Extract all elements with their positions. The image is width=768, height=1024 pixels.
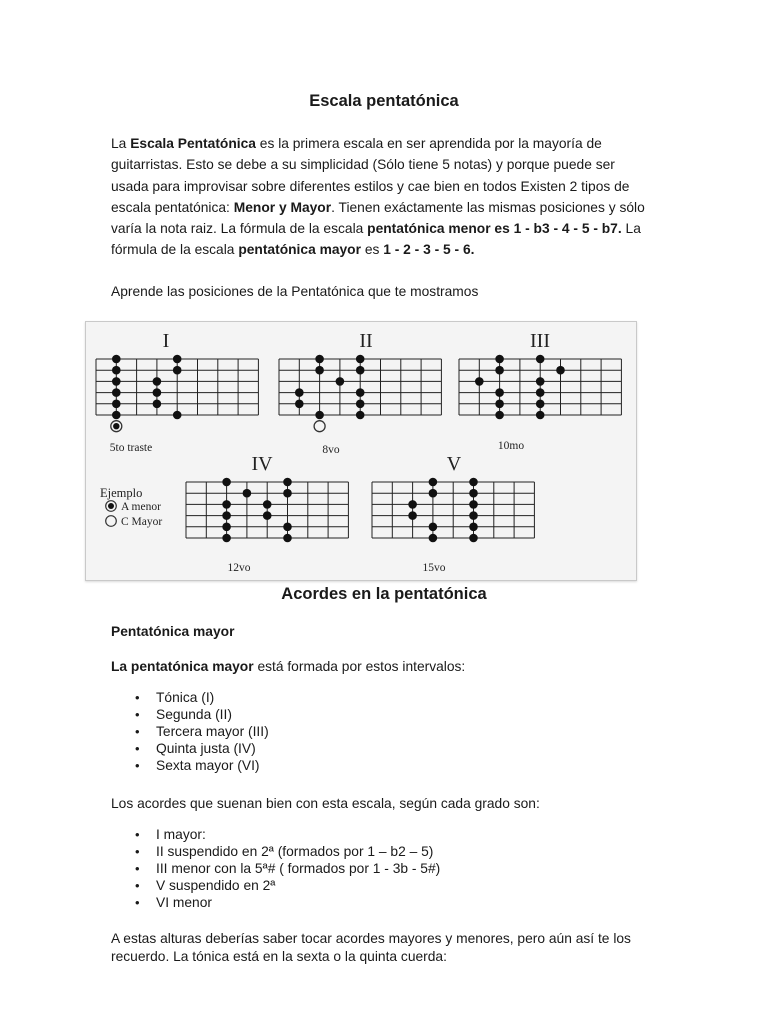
list-item: • V suspendido en 2ª bbox=[135, 878, 440, 895]
note-dot bbox=[112, 366, 121, 375]
note-dot bbox=[295, 388, 304, 397]
chords-intro: Los acordes que suenan bien con esta escala, según cada grado son: bbox=[111, 796, 540, 811]
note-dot bbox=[356, 366, 365, 375]
intro-text-segment: es bbox=[360, 242, 384, 258]
note-dot bbox=[536, 400, 545, 409]
note-dot bbox=[263, 500, 272, 509]
intro-text-segment: La fórmula de la escala bbox=[111, 221, 641, 258]
note-dot bbox=[283, 534, 292, 543]
position-numeral: III bbox=[530, 330, 550, 352]
note-dot bbox=[429, 534, 438, 543]
note-dot bbox=[112, 388, 121, 397]
note-dot bbox=[429, 523, 438, 532]
fret-label: 12vo bbox=[227, 562, 251, 574]
note-dot bbox=[173, 355, 182, 364]
root-note-dot bbox=[113, 423, 119, 429]
intro-text-segment: pentatónica menor es 1 - b3 - 4 - 5 - b7. bbox=[367, 221, 622, 237]
note-dot bbox=[356, 411, 365, 420]
note-dot bbox=[536, 388, 545, 397]
list-item: • I mayor: bbox=[135, 827, 440, 844]
note-dot bbox=[495, 355, 504, 364]
intro-text-segment: 1 - 2 - 3 - 5 - 6. bbox=[383, 242, 475, 258]
note-dot bbox=[153, 388, 162, 397]
note-dot bbox=[495, 411, 504, 420]
list-item: • Tercera mayor (III) bbox=[135, 724, 269, 741]
intro-text-segment: es la primera escala en ser aprendida por la mayoría de guitarristas. Esto se debe a su simplicidad (Sólo tiene 5 notas) y porque puede ser usada para improvisar sobre diferentes estilos y cae bien en todos Existen 2 tipos de escala pentatónica: bbox=[111, 136, 630, 215]
note-dot bbox=[283, 478, 292, 487]
note-dot bbox=[356, 400, 365, 409]
position-numeral: V bbox=[446, 453, 462, 475]
list-item: • II suspendido en 2ª (formados por 1 – b2 – 5) bbox=[135, 844, 440, 861]
note-dot bbox=[173, 411, 182, 420]
legend-label: C Mayor bbox=[121, 516, 163, 528]
list-item: • Sexta mayor (VI) bbox=[135, 758, 269, 775]
note-dot bbox=[336, 377, 345, 386]
closing-paragraph: A estas alturas deberías saber tocar acordes mayores y menores, pero aún así te los recuerdo. La tónica está en la sexta o la quinta cuerda: bbox=[111, 931, 631, 964]
note-dot bbox=[173, 366, 182, 375]
fretboard-diagrams bbox=[86, 322, 636, 580]
section-title: Acordes en la pentatónica bbox=[281, 585, 487, 603]
intro-text-segment: La bbox=[111, 136, 131, 151]
legend-ring-icon bbox=[106, 516, 117, 527]
note-dot bbox=[556, 366, 565, 375]
note-dot bbox=[356, 388, 365, 397]
fret-label: 8vo bbox=[322, 444, 340, 456]
major-intro-segment: está formada por estos intervalos: bbox=[253, 659, 466, 674]
note-dot bbox=[112, 411, 121, 420]
intro-text-segment: . Tienen exáctamente las mismas posiciones y sólo varía la nota raiz. La fórmula de la escala bbox=[111, 199, 645, 237]
note-dot bbox=[469, 534, 478, 543]
note-dot bbox=[408, 500, 417, 509]
note-dot bbox=[469, 489, 478, 498]
intro-text-segment: Menor y Mayor bbox=[233, 199, 332, 215]
note-dot bbox=[469, 523, 478, 532]
pentatonic-positions-figure bbox=[85, 321, 637, 581]
note-dot bbox=[429, 489, 438, 498]
list-item: • III menor con la 5ª# ( formados por 1 - 3b - 5#) bbox=[135, 861, 440, 878]
fret-label: 5to traste bbox=[109, 442, 153, 454]
note-dot bbox=[222, 500, 231, 509]
position-numeral: IV bbox=[251, 453, 273, 475]
note-dot bbox=[408, 511, 417, 520]
note-dot bbox=[243, 489, 252, 498]
note-dot bbox=[536, 355, 545, 364]
note-dot bbox=[112, 355, 121, 364]
note-dot bbox=[475, 377, 484, 386]
note-dot bbox=[112, 400, 121, 409]
note-dot bbox=[469, 478, 478, 487]
note-dot bbox=[495, 388, 504, 397]
position-numeral: II bbox=[359, 330, 373, 352]
list-item: • VI menor bbox=[135, 895, 440, 912]
note-dot bbox=[222, 511, 231, 520]
note-dot bbox=[315, 366, 324, 375]
fret-label: 10mo bbox=[497, 440, 525, 452]
note-dot bbox=[153, 377, 162, 386]
fret-label: 15vo bbox=[422, 562, 446, 574]
list-item: • Segunda (II) bbox=[135, 707, 269, 724]
legend-title: Ejemplo bbox=[100, 486, 143, 500]
note-dot bbox=[283, 489, 292, 498]
intro-text-segment: pentatónica mayor bbox=[238, 242, 361, 258]
position-numeral: I bbox=[162, 330, 170, 352]
list-item: • Tónica (I) bbox=[135, 690, 269, 707]
major-intro-segment: La pentatónica mayor bbox=[111, 659, 254, 674]
intro-text-segment: Escala Pentatónica bbox=[130, 136, 256, 151]
positions-intro: Aprende las posiciones de la Pentatónica que te mostramos bbox=[111, 284, 479, 299]
note-dot bbox=[295, 400, 304, 409]
note-dot bbox=[153, 400, 162, 409]
note-dot bbox=[222, 534, 231, 543]
page-title: Escala pentatónica bbox=[309, 92, 459, 110]
note-dot bbox=[283, 523, 292, 532]
note-dot bbox=[469, 500, 478, 509]
note-dot bbox=[495, 366, 504, 375]
note-dot bbox=[263, 511, 272, 520]
root-note-ring bbox=[314, 421, 325, 432]
chords-list bbox=[135, 827, 440, 912]
note-dot bbox=[469, 511, 478, 520]
note-dot bbox=[536, 411, 545, 420]
note-dot bbox=[222, 478, 231, 487]
note-dot bbox=[429, 478, 438, 487]
note-dot bbox=[495, 400, 504, 409]
legend-dot-icon bbox=[108, 503, 114, 509]
note-dot bbox=[112, 377, 121, 386]
intervals-list bbox=[135, 690, 269, 775]
major-intro bbox=[111, 656, 651, 677]
list-item: • Quinta justa (IV) bbox=[135, 741, 269, 758]
subsection-title: Pentatónica mayor bbox=[111, 624, 235, 639]
note-dot bbox=[315, 411, 324, 420]
intro-paragraph bbox=[111, 133, 651, 261]
note-dot bbox=[356, 355, 365, 364]
note-dot bbox=[536, 377, 545, 386]
note-dot bbox=[222, 523, 231, 532]
legend-label: A menor bbox=[121, 501, 161, 513]
note-dot bbox=[315, 355, 324, 364]
